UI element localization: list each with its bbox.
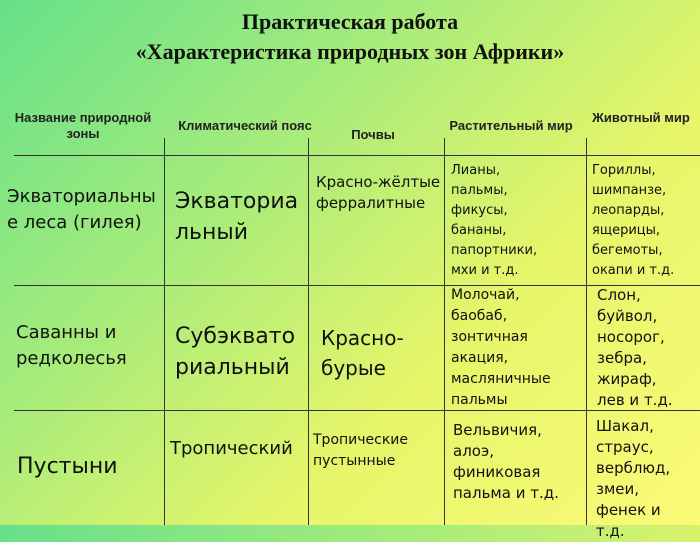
header-zone: Название природной зоны	[14, 110, 152, 141]
header-climate: Климатический пояс	[178, 118, 312, 133]
row1-plants: Лианы, пальмы, фикусы, бананы, папортники, мхи и т.д.	[451, 163, 538, 278]
row2-zone: Саванны и редколесья	[16, 322, 127, 369]
row3-climate: Тропический	[170, 438, 293, 459]
page-title-line2: «Характеристика природных зон Африки»	[135, 39, 565, 64]
row2-animals: Слон, буйвол, носорог, зебра, жираф, лев и т.д.	[597, 286, 673, 409]
header-divider-line	[14, 155, 700, 156]
row2-soil: Красно-бурые	[321, 326, 404, 380]
column-divider-line-2	[308, 138, 309, 525]
column-divider-line-4	[586, 138, 587, 525]
row1-soil: Красно-жёлтые ферралитные	[316, 173, 441, 212]
row3-plants: Вельвичия, алоэ, финиковая пальма и т.д.	[453, 421, 559, 502]
column-divider-line-1	[164, 138, 165, 525]
row2-climate: Субэкваториальный	[175, 324, 296, 380]
header-animals: Животный мир	[592, 110, 690, 125]
row1-animals: Гориллы, шимпанзе, леопарды, ящерицы, бегемоты, окапи и т.д.	[592, 163, 675, 278]
row1-climate: Экваториальный	[175, 189, 299, 245]
row1-zone: Экваториальные леса (гилея)	[7, 186, 156, 233]
row3-animals: Шакал, страус, верблюд, змеи, фенек и т.д.	[596, 417, 671, 540]
row3-soil: Тропические пустынные	[313, 432, 409, 469]
header-plants: Растительный мир	[449, 118, 573, 133]
row3-zone: Пустыни	[17, 454, 118, 479]
page-title-line1: Практическая работа	[241, 9, 459, 34]
row2-plants: Молочай, баобаб, зонтичная акация, масляничные пальмы	[451, 287, 551, 408]
column-divider-line-3	[444, 138, 445, 525]
header-soil: Почвы	[351, 127, 395, 142]
